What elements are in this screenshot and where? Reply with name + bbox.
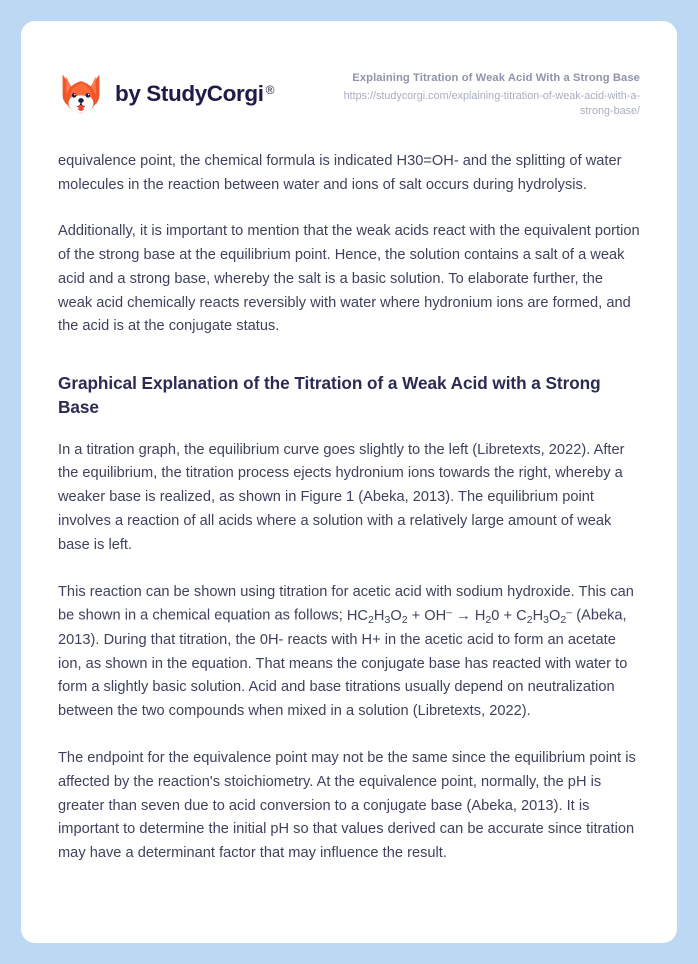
equation-product-1: H	[474, 607, 486, 624]
equation-plus-1: +	[407, 607, 425, 624]
section-heading-graphical-explanation: Graphical Explanation of the Titration of a Weak Acid with a Strong Base	[58, 373, 601, 417]
document-title: Explaining Titration of Weak Acid With a Strong Base	[352, 72, 640, 84]
wordmark-text: by StudyCorgi	[115, 81, 264, 107]
paragraph-4	[58, 581, 640, 724]
header-meta	[310, 69, 640, 120]
paragraph-4-lead-text: This reaction can be shown using titration for acetic acid with sodium hydroxide. This can be shown in a chemical equation as follows;	[58, 583, 634, 624]
equation-arrow: →	[452, 607, 475, 624]
equation-product-2-mid: H	[532, 607, 544, 624]
equation-product-1-end: 0	[491, 607, 500, 624]
equation-plus-2: +	[499, 607, 517, 624]
equation-product-2: C	[516, 607, 527, 624]
paragraph-2: Additionally, it is important to mention that the weak acids react with the equivalent portion of the strong base at the equilibrium point. Hence, the solution contains a salt of a weak acid and a strong base, whereby the salt is a basic solution. To elaborate further, the weak acid chemically reacts reversibly with water where hydronium ions are formed, and the acid is at the conjugate status.	[58, 223, 640, 335]
paragraph-3: In a titration graph, the equilibrium curve goes slightly to the left (Libretexts, 2022). After the equilibrium, the titration process ejects hydronium ions towards the right, whereby a weaker base is realized, as shown in Figure 1 (Abeka, 2013). The equilibrium point involves a reaction of all acids where a solution with a relatively large amount of weak base is left.	[58, 441, 625, 553]
equation-reactant-1-end: O	[390, 607, 402, 624]
document-source-url: https://studycorgi.com/explaining-titration-of-weak-acid-with-a-strong-base/	[343, 90, 640, 118]
paragraph-4-trailing-text: (Abeka, 2013). During that titration, the 0H- reacts with H+ in the acetic acid to form an acetate ion, as shown in the equation. That means the conjugate base has reacted with water to form a slightly basic solution. Acid and base titrations usually depend on neutralization between the two compounds when mixed in a solution (Libretexts, 2022).	[58, 607, 628, 720]
equation-product-2-charge: –	[566, 606, 573, 619]
document-header	[21, 21, 677, 120]
equation-reactant-1-mid: H	[373, 607, 385, 624]
chemical-equation	[347, 608, 572, 624]
equation-reactant-1: HC	[346, 607, 368, 624]
equation-product-2-sub-3: 2	[560, 613, 567, 626]
equation-reactant-1-sub-1: 2	[368, 613, 374, 626]
wordmark	[115, 83, 274, 106]
equation-reactant-2-charge: –	[446, 606, 453, 619]
document-body	[21, 120, 677, 866]
equation-product-1-sub: 2	[485, 613, 492, 626]
paragraph-1: equivalence point, the chemical formula is indicated H30=OH- and the splitting of water molecules in the reaction between water and ions of salt occurs during hydrolysis.	[58, 152, 622, 193]
equation-product-2-sub-1: 2	[526, 613, 533, 626]
equation-product-2-sub-2: 3	[543, 613, 549, 626]
equation-reactant-2: OH	[424, 607, 447, 624]
corgi-face-icon	[58, 71, 104, 117]
document-page-card	[21, 21, 677, 943]
equation-reactant-1-sub-3: 2	[401, 613, 408, 626]
equation-reactant-1-sub-2: 3	[384, 613, 391, 626]
brand-lockup	[58, 71, 274, 117]
paragraph-5: The endpoint for the equivalence point may not be the same since the equilibrium point is affected by the reaction's stoichiometry. At the equivalence point, normally, the pH is greater than seven due to acid conversion to a conjugate base (Abeka, 2013). It is important to determine the initial pH so that values derived can be accurate since titration may have a determinant factor that may influence the result.	[58, 749, 636, 862]
equation-product-2-end: O	[549, 607, 561, 624]
registered-trademark-symbol: ®	[265, 83, 275, 98]
